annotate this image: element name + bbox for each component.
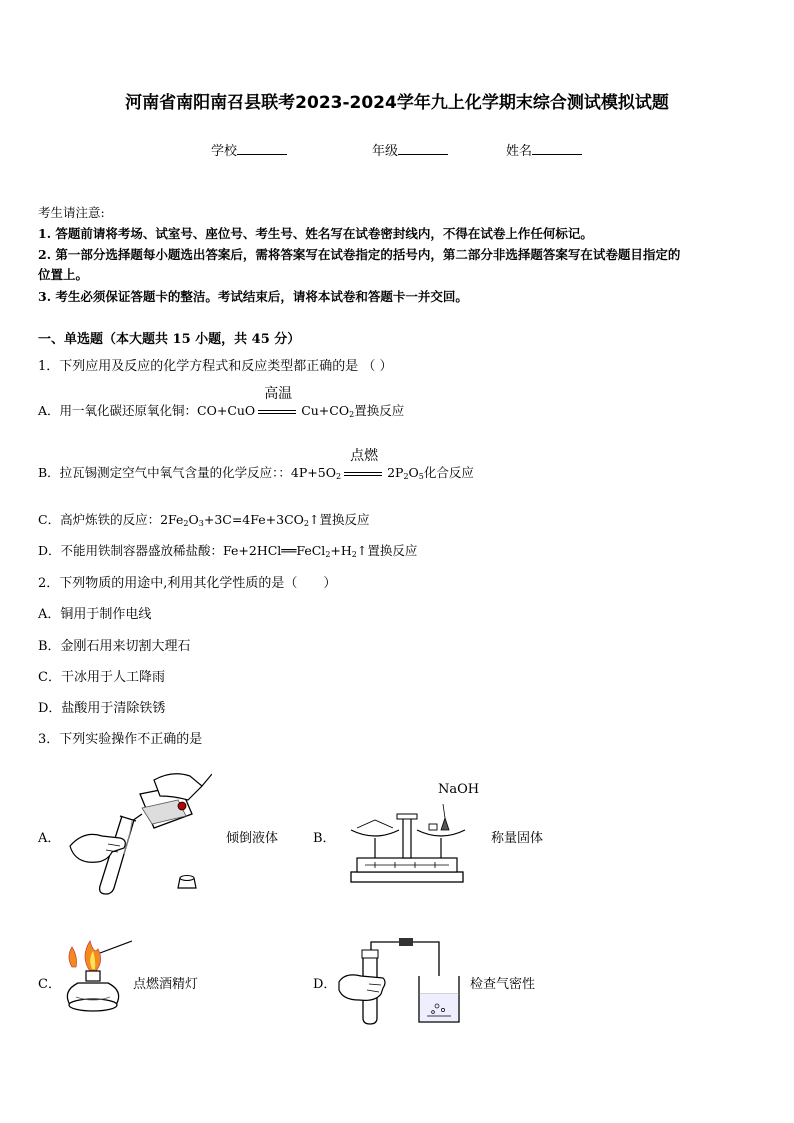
name-label: 姓名 [506,144,533,159]
grade-label: 年级 [372,144,399,159]
q3-stem: 3．下列实验操作不正确的是 [38,732,203,747]
notice-item-3: 3. 考生必须保证答题卡的整洁。考试结束后，请将本试卷和答题卡一并交回。 [38,289,468,304]
pouring-liquid-figure [62,766,212,896]
q1-a-sub: 2 [349,410,355,419]
q2-option-a[interactable]: A．铜用于制作电线 [38,607,152,622]
airtightness-check-figure [335,930,465,1025]
q1-d-s1: 2 [325,550,331,559]
q1-b-product-b: O [408,465,419,480]
q1-a-type: 置换反应 [354,403,405,418]
q1-a-prefix: A．用一氧化碳还原氧化铜：CO+CuO [38,403,256,418]
q1-a-condition: 高温 [264,385,293,402]
q3-a-letter[interactable]: A． [38,831,61,846]
balance-scale-figure [345,800,470,890]
grade-blank[interactable] [398,142,448,155]
q1-option-d[interactable] [38,541,417,559]
school-field [211,140,287,159]
q3-c-caption: 点燃酒精灯 [133,977,199,992]
q1-option-c[interactable] [38,510,369,528]
q1-d-t3: ↑置换反应 [356,543,418,558]
section-heading: 一、单选题（本大题共 15 小题，共 45 分） [38,332,301,347]
grade-field [372,140,448,159]
q1-c-s2: 3 [198,519,204,528]
notice-item-2-cont: 位置上。 [38,267,89,282]
q1-d-s2: 2 [351,550,357,559]
q2-stem: 2．下列物质的用途中,利用其化学性质的是（ ） [38,576,337,591]
reaction-condition-arrow [258,385,298,419]
q1-c-t3: +3C=4Fe+3CO [203,512,304,527]
q1-stem: 1．下列应用及反应的化学方程式和反应类型都正确的是 （ ） [38,359,393,374]
q1-b-product-a: 2P [387,465,404,480]
q3-c-letter[interactable]: C． [38,977,61,992]
q1-c-s1: 2 [183,519,189,528]
q1-b-condition: 点燃 [350,447,379,464]
q2-option-b[interactable]: B．金刚石用来切割大理石 [38,639,191,654]
q1-b-prefix: B．拉瓦锡测定空气中氧气含量的化学反应：：4P+5O [38,465,336,480]
q1-c-t1: C．高炉炼铁的反应：2Fe [38,512,184,527]
q1-option-b[interactable] [38,447,474,481]
q3-d-caption: 检查气密性 [470,977,536,992]
q3-b-caption: 称量固体 [491,831,544,846]
q1-c-s3: 2 [303,519,309,528]
notice-item-1: 1. 答题前请将考场、试室号、座位号、考生号、姓名写在试卷密封线内，不得在试卷上作任何标记。 [38,226,593,241]
q3-b-letter[interactable]: B． [313,831,336,846]
q2-option-c[interactable]: C．干冰用于人工降雨 [38,670,165,685]
notice-heading: 考生请注意: [38,205,105,220]
alcohol-lamp-figure [60,935,135,1020]
q1-option-a[interactable] [38,385,405,419]
q1-b-sub2: 2 [403,472,409,481]
page-title: 河南省南阳南召县联考2023-2024学年九上化学期末综合测试模拟试题 [125,93,669,113]
q1-d-t2: +H [330,543,352,558]
q1-b-sub1: 2 [335,472,342,481]
q1-d-t1: D．不能用铁制容器盛放稀盐酸：Fe+2HCl══FeCl [38,543,326,558]
q1-a-product: Cu+CO [301,403,350,418]
school-blank[interactable] [237,142,287,155]
school-label: 学校 [211,144,238,159]
q2-option-d[interactable]: D．盐酸用于清除铁锈 [38,701,166,716]
q3-b-tag: NaOH [438,782,480,797]
q1-c-t4: ↑置换反应 [308,512,370,527]
name-blank[interactable] [532,142,582,155]
q1-c-t2: O [188,512,199,527]
reaction-condition-arrow [344,447,384,481]
name-field [506,140,582,159]
q3-a-caption: 倾倒液体 [226,831,279,846]
q1-b-sub3: 5 [418,472,424,481]
q3-d-letter[interactable]: D． [313,977,337,992]
notice-item-2: 2. 第一部分选择题每小题选出答案后，需将答案写在试卷指定的括号内，第二部分非选择题答案写在试卷题目指定的 [38,247,681,262]
q1-b-type: 化合反应 [423,465,474,480]
